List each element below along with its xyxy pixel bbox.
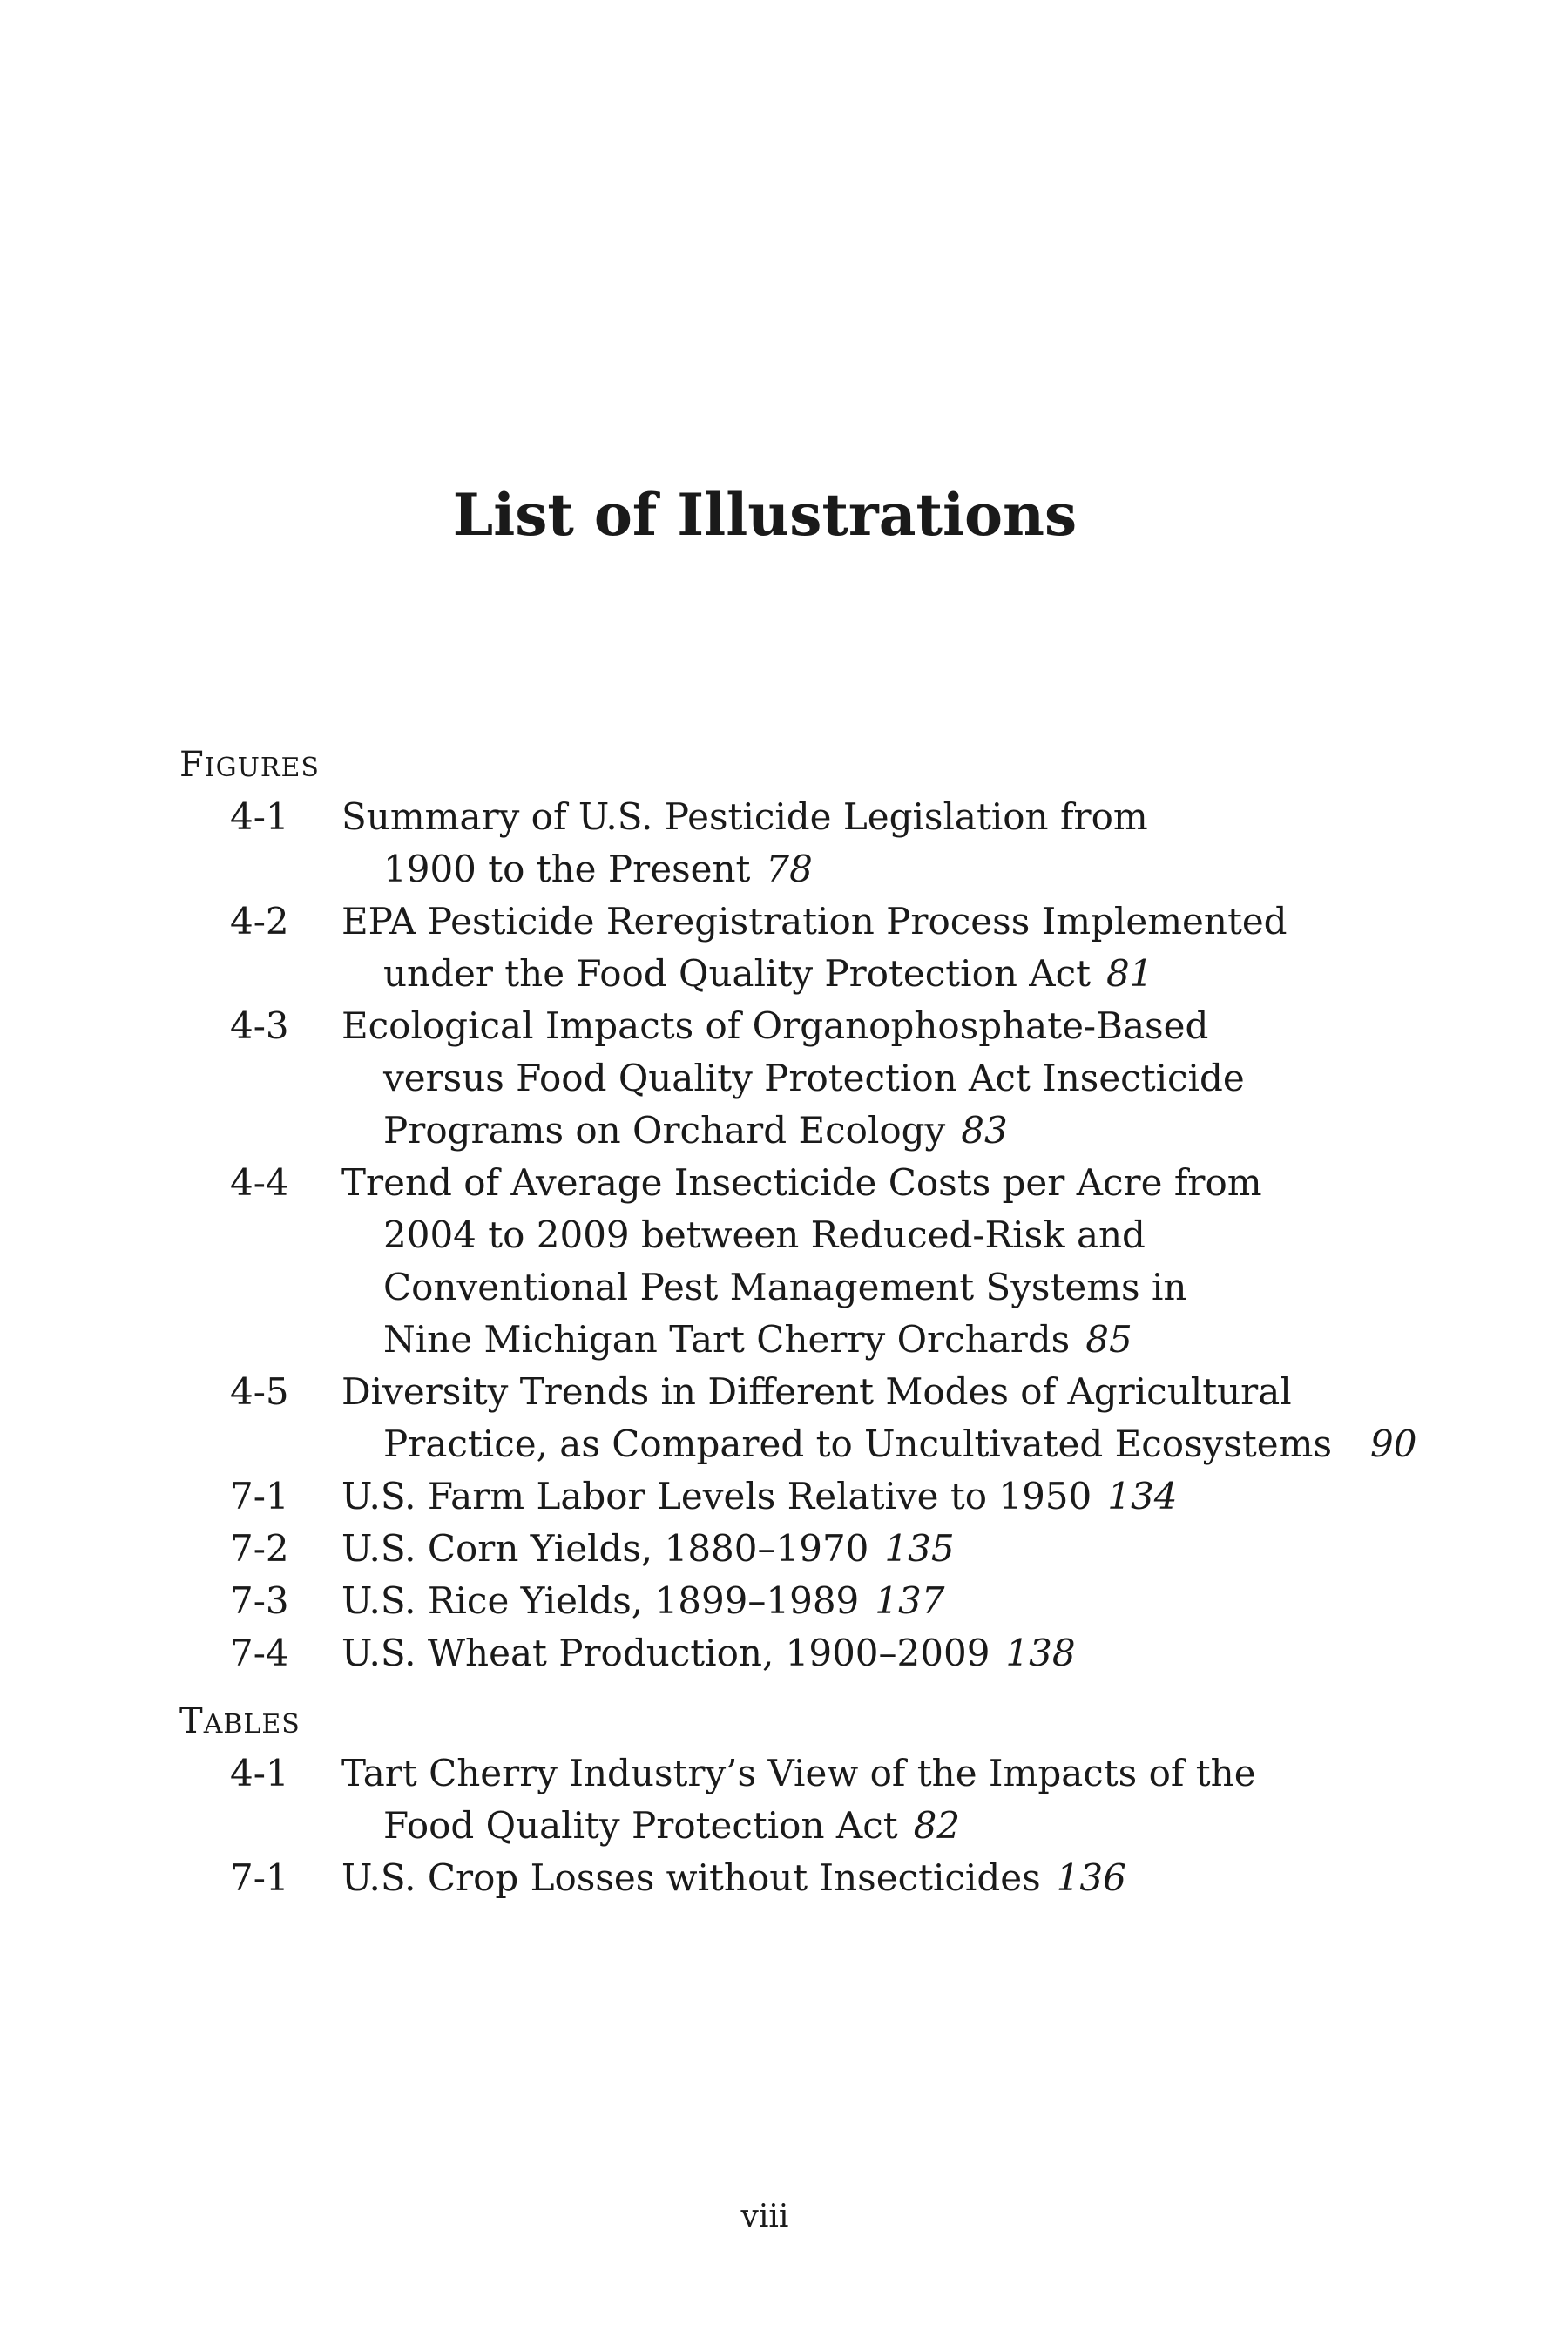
- caption-line: [341, 1209, 1568, 1261]
- caption-text: U.S. Farm Labor Levels Relative to 1950: [341, 1475, 1092, 1517]
- page-reference: 78: [766, 848, 813, 890]
- caption-text: U.S. Crop Losses without Insecticides: [341, 1856, 1041, 1899]
- entry-number: 4-4: [230, 1161, 289, 1204]
- tables-heading-rest: ABLES: [203, 1709, 301, 1740]
- caption-text: U.S. Wheat Production, 1900–2009: [341, 1632, 990, 1674]
- entry-caption: [341, 1747, 1568, 1852]
- figures-heading: [179, 739, 320, 794]
- entry-caption: [341, 896, 1568, 1000]
- caption-line: [341, 1157, 1568, 1209]
- page-number: viii: [740, 2199, 789, 2234]
- caption-text: under the Food Quality Protection Act: [383, 952, 1092, 995]
- caption-line: [341, 1627, 1568, 1680]
- caption-line: [341, 1000, 1568, 1052]
- caption-line: [341, 843, 1568, 896]
- caption-line: [341, 1314, 1568, 1366]
- caption-line: [341, 1052, 1568, 1105]
- entry-number: 4-3: [230, 1004, 289, 1047]
- caption-text: 2004 to 2009 between Reduced-Risk and: [383, 1213, 1146, 1256]
- list-entry: [0, 1523, 1568, 1575]
- entry-number: 4-1: [230, 1752, 289, 1794]
- caption-text: 1900 to the Present: [383, 848, 751, 890]
- caption-text: Nine Michigan Tart Cherry Orchards: [383, 1318, 1071, 1361]
- caption-text: Practice, as Compared to Uncultivated Ecosystems: [383, 1423, 1333, 1465]
- entry-caption: [341, 1157, 1568, 1366]
- page-reference: 138: [1005, 1632, 1076, 1674]
- list-entry: [0, 1747, 1568, 1852]
- entry-number: 7-2: [230, 1527, 289, 1570]
- page-reference: 81: [1106, 952, 1153, 995]
- page-reference: 134: [1107, 1475, 1178, 1517]
- entry-caption: [341, 1000, 1568, 1157]
- caption-line: [341, 1418, 1568, 1470]
- caption-text: Diversity Trends in Different Modes of Agricultural: [341, 1370, 1292, 1413]
- caption-text: Programs on Orchard Ecology: [383, 1109, 946, 1152]
- tables-heading-initial: T: [179, 1701, 204, 1741]
- caption-line: [341, 1366, 1568, 1418]
- page-title: List of Illustrations: [452, 481, 1078, 549]
- caption-line: [341, 1523, 1568, 1575]
- caption-text: EPA Pesticide Reregistration Process Implemented: [341, 900, 1288, 943]
- page-reference: 137: [875, 1579, 945, 1622]
- caption-line: [341, 1852, 1568, 1904]
- caption-line: [341, 896, 1568, 948]
- entry-number: 4-5: [230, 1370, 289, 1413]
- page-reference: 135: [884, 1527, 955, 1570]
- entry-caption: [341, 1470, 1568, 1523]
- tables-list: [0, 1747, 1568, 1904]
- entry-caption: [341, 1523, 1568, 1575]
- caption-text: versus Food Quality Protection Act Insecticide: [383, 1057, 1245, 1099]
- list-entry: [0, 791, 1568, 896]
- page-reference: 136: [1056, 1856, 1126, 1899]
- entry-number: 4-1: [230, 795, 289, 838]
- entry-number: 7-1: [230, 1475, 289, 1517]
- entry-number: 4-2: [230, 900, 289, 943]
- figures-heading-rest: IGURES: [204, 753, 320, 783]
- caption-text: Tart Cherry Industry’s View of the Impacts of the: [341, 1752, 1256, 1794]
- list-entry: [0, 1852, 1568, 1904]
- caption-line: [341, 1747, 1568, 1800]
- list-entry: [0, 1470, 1568, 1523]
- entry-caption: [341, 791, 1568, 896]
- entry-caption: [341, 1852, 1568, 1904]
- list-entry: [0, 1627, 1568, 1680]
- caption-line: [341, 1105, 1568, 1157]
- page-reference: 85: [1085, 1318, 1132, 1361]
- list-entry: [0, 1000, 1568, 1157]
- caption-text: Ecological Impacts of Organophosphate-Based: [341, 1004, 1209, 1047]
- page-reference: 83: [961, 1109, 1008, 1152]
- caption-text: Trend of Average Insecticide Costs per Acre from: [341, 1161, 1262, 1204]
- list-entry: [0, 1366, 1568, 1470]
- caption-line: [341, 1470, 1568, 1523]
- page-reference: 82: [913, 1804, 961, 1847]
- caption-line: [341, 1800, 1568, 1852]
- figures-list: [0, 791, 1568, 1680]
- figures-heading-initial: F: [179, 745, 205, 785]
- caption-text: Food Quality Protection Act: [383, 1804, 898, 1847]
- page-reference: 90: [1370, 1423, 1417, 1465]
- caption-text: U.S. Rice Yields, 1899–1989: [341, 1579, 860, 1622]
- caption-text: Summary of U.S. Pesticide Legislation from: [341, 795, 1148, 838]
- entry-caption: [341, 1627, 1568, 1680]
- entry-number: 7-1: [230, 1856, 289, 1899]
- list-entry: [0, 1157, 1568, 1366]
- caption-line: [341, 948, 1568, 1000]
- caption-text: Conventional Pest Management Systems in: [383, 1266, 1187, 1308]
- entry-caption: [341, 1575, 1568, 1627]
- list-entry: [0, 896, 1568, 1000]
- list-entry: [0, 1575, 1568, 1627]
- tables-heading: [179, 1695, 301, 1751]
- entry-caption: [341, 1366, 1568, 1470]
- caption-line: [341, 791, 1568, 843]
- caption-line: [341, 1575, 1568, 1627]
- entry-number: 7-4: [230, 1632, 289, 1674]
- caption-line: [341, 1261, 1568, 1314]
- entry-number: 7-3: [230, 1579, 289, 1622]
- caption-text: U.S. Corn Yields, 1880–1970: [341, 1527, 869, 1570]
